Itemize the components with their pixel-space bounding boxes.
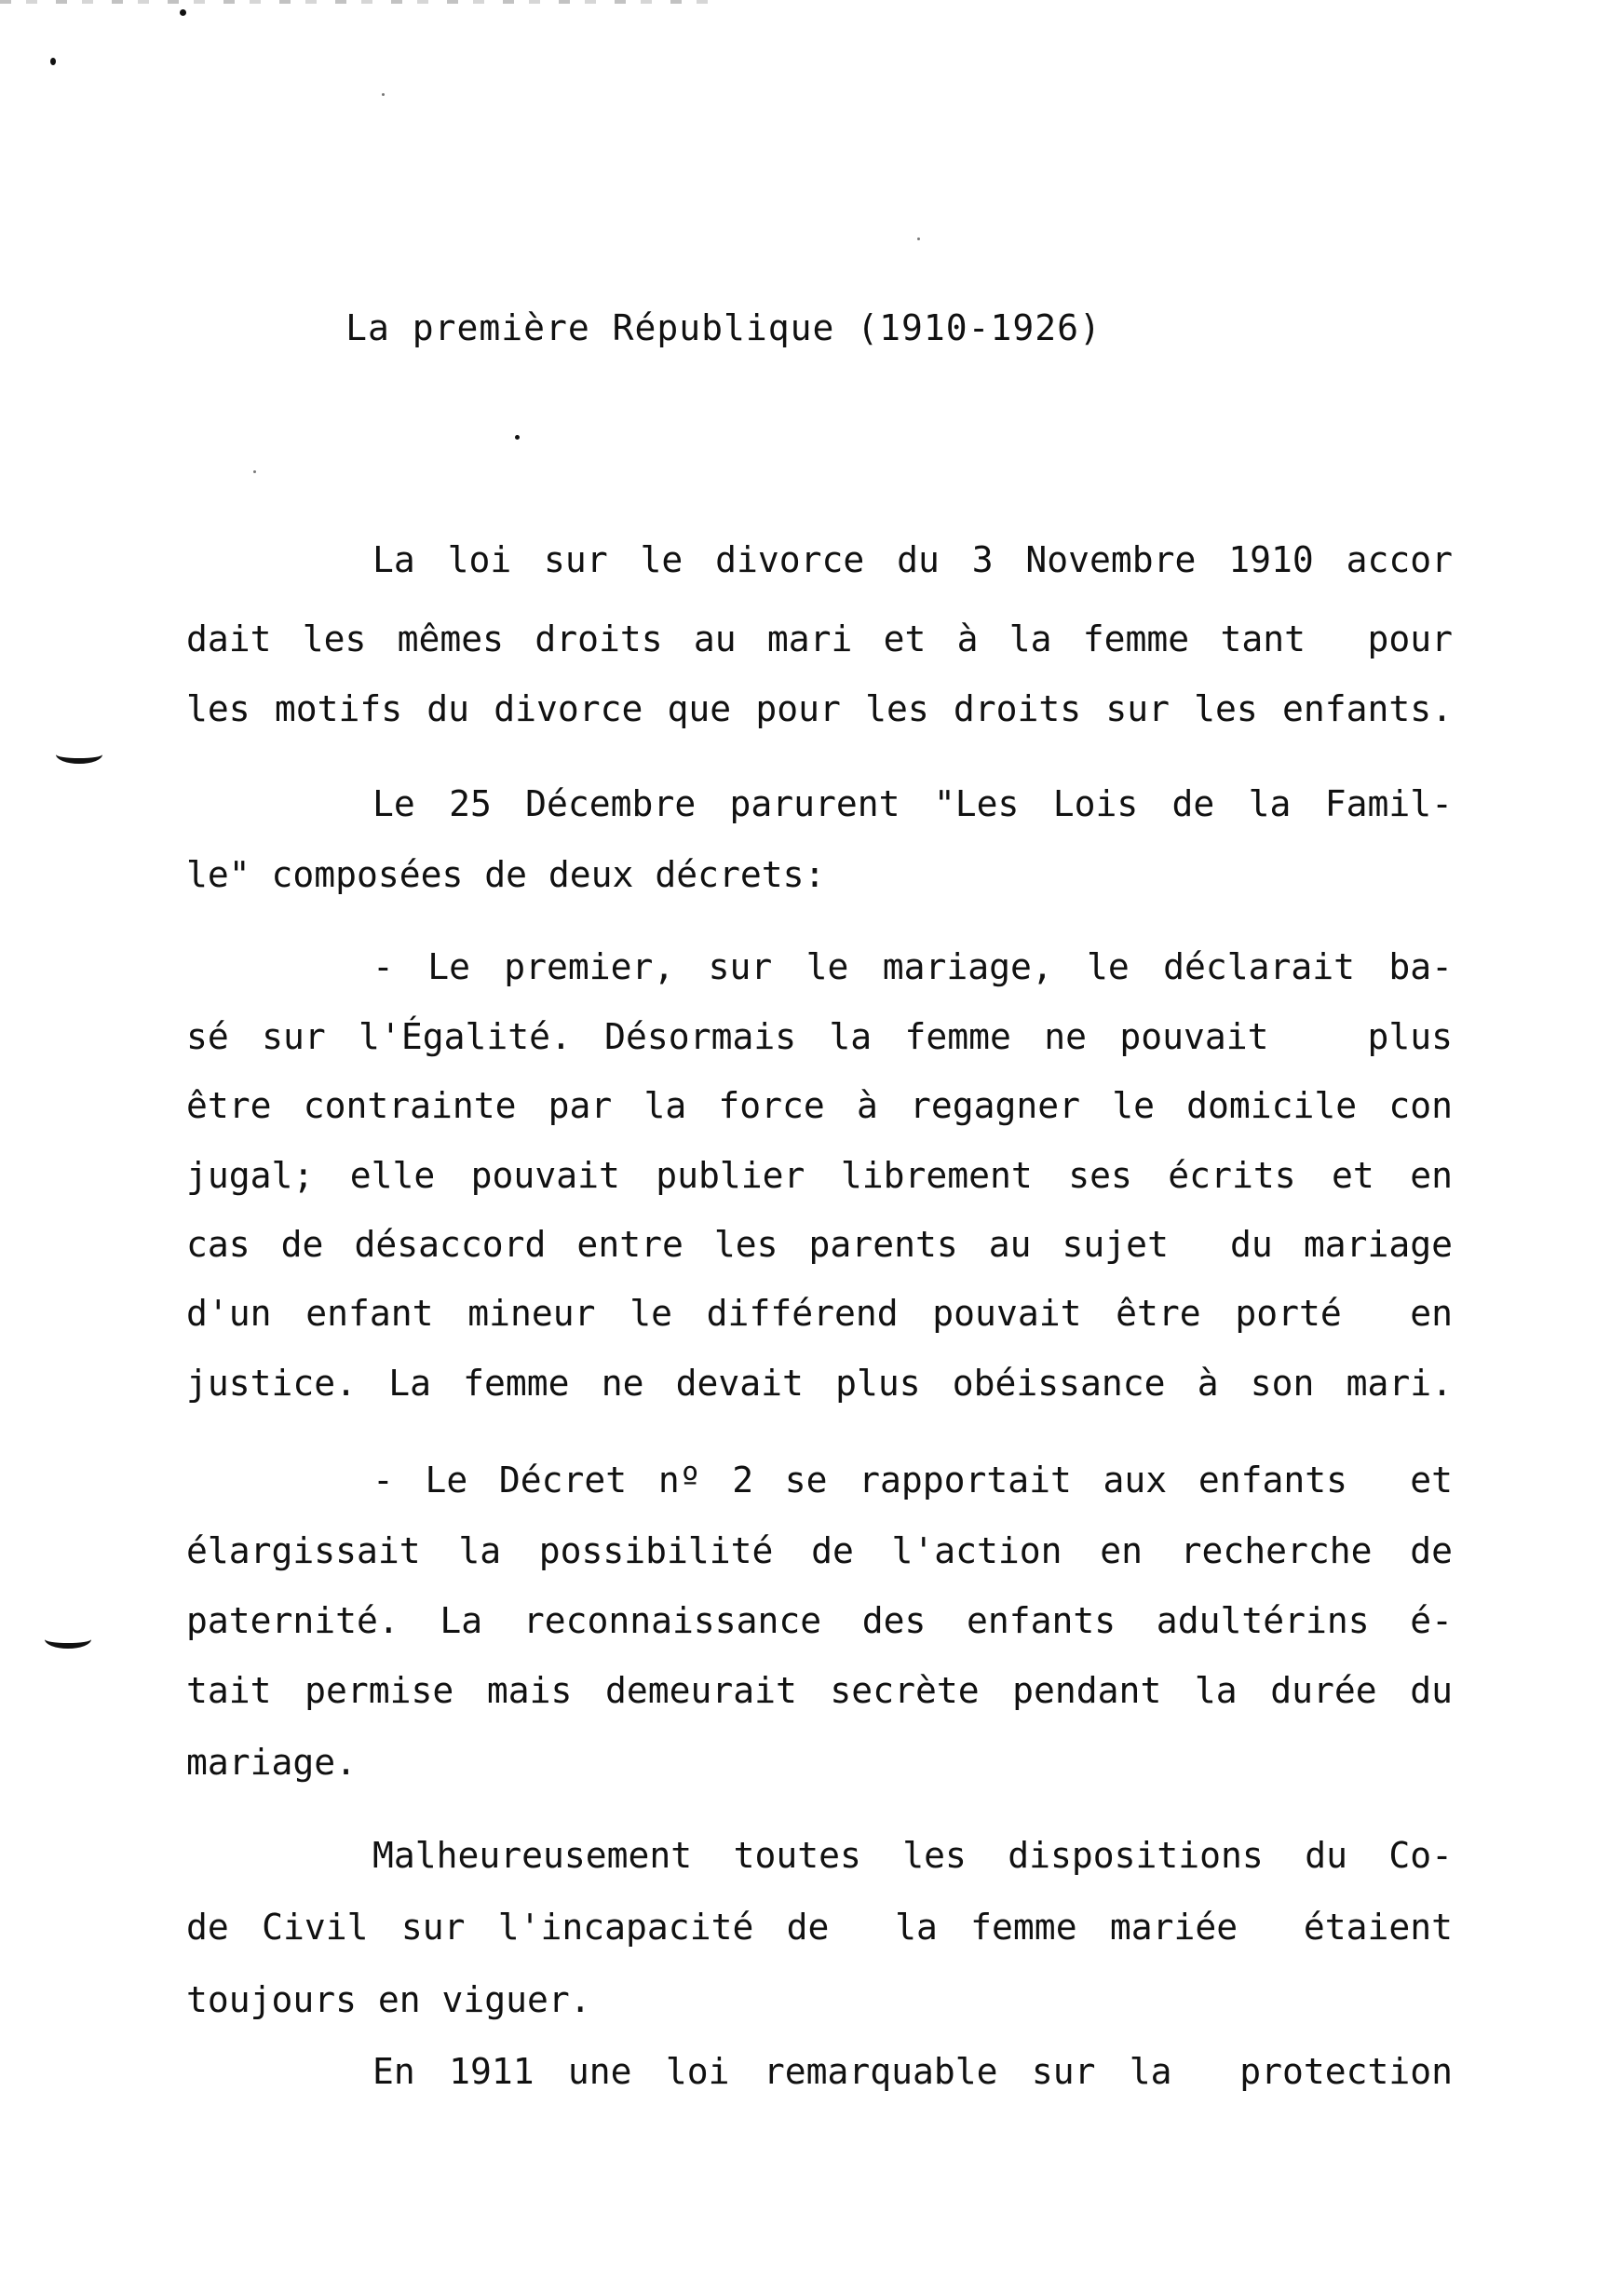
text-line: tait permise mais demeurait secrète pendant la durée du	[186, 1670, 1453, 1711]
text-line: - Le Décret nº 2 se rapportait aux enfants et	[372, 1460, 1453, 1501]
text-line: de Civil sur l'incapacité de la femme mariée étaient	[186, 1907, 1453, 1948]
margin-mark	[45, 1630, 91, 1649]
text-line: mariage.	[186, 1742, 358, 1783]
scan-speck	[50, 58, 56, 65]
text-line: d'un enfant mineur le différend pouvait être porté en	[186, 1293, 1453, 1334]
text-line: élargissait la possibilité de l'action en recherche de	[186, 1530, 1453, 1571]
text-line: - Le premier, sur le mariage, le déclarait ba-	[372, 946, 1453, 987]
text-line: justice. La femme ne devait plus obéissance à son mari.	[186, 1363, 1453, 1404]
scan-noise	[0, 0, 708, 4]
text-line: Le 25 Décembre parurent "Les Lois de la Famil-	[372, 783, 1453, 824]
scan-speck	[917, 238, 920, 240]
scan-speck	[382, 93, 385, 96]
margin-mark	[56, 745, 102, 764]
text-line: sé sur l'Égalité. Désormais la femme ne pouvait plus	[186, 1016, 1453, 1057]
scan-speck	[253, 470, 256, 473]
text-line: La loi sur le divorce du 3 Novembre 1910 accor	[372, 539, 1453, 580]
text-line: les motifs du divorce que pour les droits sur les enfants.	[186, 688, 1453, 729]
scan-speck	[515, 435, 520, 440]
text-line: le" composées de deux décrets:	[186, 854, 826, 895]
text-line: dait les mêmes droits au mari et à la femme tant pour	[186, 618, 1453, 659]
text-line: paternité. La reconnaissance des enfants adultérins é-	[186, 1600, 1453, 1641]
text-line: être contrainte par la force à regagner le domicile con	[186, 1085, 1453, 1126]
text-line: cas de désaccord entre les parents au sujet du mariage	[186, 1224, 1453, 1265]
text-line: toujours en viguer.	[186, 1979, 591, 2020]
text-line: En 1911 une loi remarquable sur la protection	[372, 2051, 1453, 2092]
page-title: La première République (1910-1926)	[345, 307, 1102, 348]
text-line: jugal; elle pouvait publier librement ses écrits et en	[186, 1155, 1453, 1196]
text-line: Malheureusement toutes les dispositions du Co-	[372, 1835, 1453, 1876]
scan-speck	[180, 9, 186, 16]
